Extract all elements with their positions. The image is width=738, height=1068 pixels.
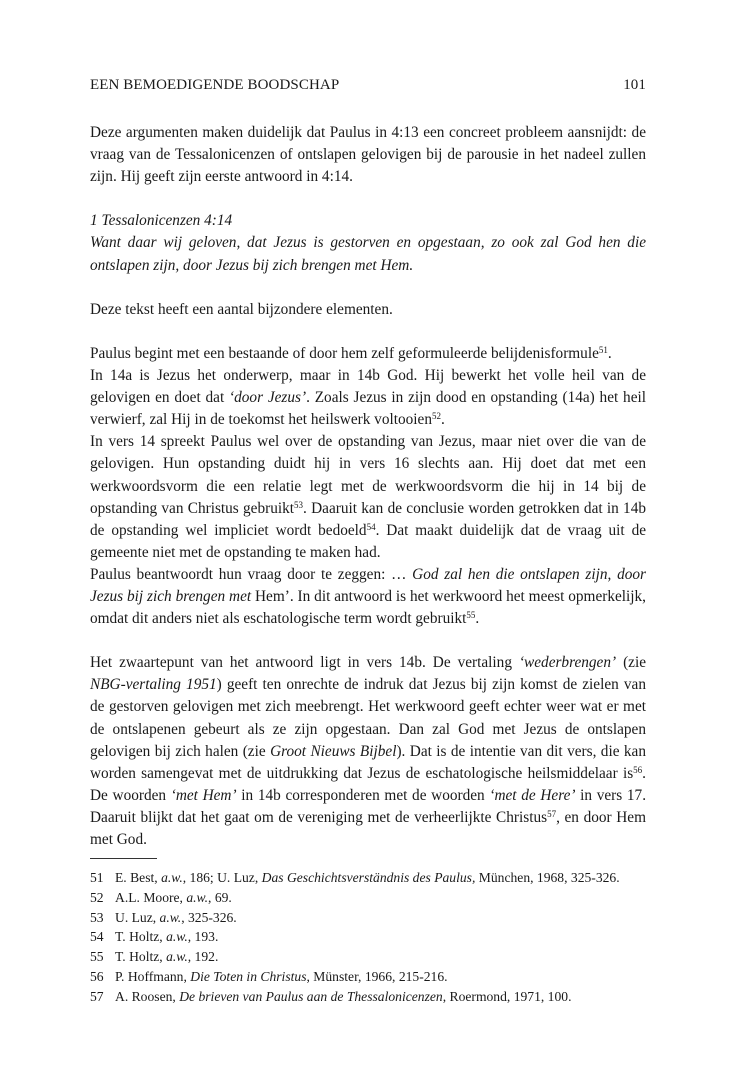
- footnote-divider: [90, 858, 157, 859]
- paragraph-14a-14b: In 14a is Jezus het onderwerp, maar in 14b God. Hij bewerkt het volle heil van de gelovigen en doet dat ‘door Jezus’. Zoals Jezus in zijn dood en opstanding (14a) het heil verwierf, zal Hij in de toekomst het heilswerk voltooien$^{52}$.: [90, 367, 646, 429]
- footnote-ref-56[interactable]: 56: [633, 764, 643, 775]
- footnote-54: 54 T. Holtz, a.w., 193.: [90, 929, 219, 945]
- footnote-57: 57 A. Roosen, De brieven van Paulus aan de Thessalonicenzen, Roermond, 1971, 100.: [90, 988, 572, 1004]
- footnote-ref-57[interactable]: 57: [547, 808, 557, 819]
- footnote-56: 56 P. Hoffmann, Die Toten in Christus, Münster, 1966, 215-216.: [90, 968, 448, 984]
- elements-line: Deze tekst heeft een aantal bijzondere elementen.: [90, 300, 393, 318]
- footnote-ref-55[interactable]: 55: [466, 610, 476, 621]
- footnote-ref-54[interactable]: 54: [366, 521, 376, 532]
- footnote-51: 51 E. Best, a.w., 186; U. Luz, Das Geschichtsverständnis des Paulus, München, 1968, 325-326.: [90, 870, 620, 885]
- footnote-ref-52[interactable]: 52: [431, 411, 441, 422]
- quote-reference: [90, 210, 646, 232]
- running-head: [90, 77, 646, 94]
- paragraph-zwaartepunt: Het zwaartepunt van het antwoord ligt in vers 14b. De vertaling ‘wederbrengen’ (zie NBG-vertaling 1951) geeft ten onrechte de indruk dat Jezus bij zijn komst de zielen van de gestorven gelovigen met zich meebrengt. Het werkwoord geeft echter weer wat er met de ontslapenen gebeurt als ze zijn opgestaan. Dan zal God met Jezus de ontslapen gelovigen bij zich halen (zie Groot Nieuws Bijbel). Dat is de intentie van dit vers, die kan worden samengevat met de uitdrukking dat Jezus de eschatologische heilsmiddelaar $is^{56}$. De woorden ‘met Hem’ in 14b corresponderen met de woorden ‘met de Here’ in vers 17. Daaruit blijkt dat het gaat om de vereniging met de verheerlijkte Christus$^{57}$, en door Hem met God.: [90, 654, 647, 848]
- intro-paragraph: Deze argumenten maken duidelijk dat Paulus in 4:13 een concreet probleem aansnijdt: de vraag van de Tessalonicenzen of ontslapen gelovigen bij de parousie in het nadeel zullen zijn. Hij geeft zijn eerste antwoord in 4:14.: [90, 124, 646, 186]
- footnote-ref-51[interactable]: 51: [598, 344, 608, 355]
- footnote-55: 55 T. Holtz, a.w., 192.: [90, 949, 219, 965]
- quote-text: [90, 232, 646, 276]
- paragraph-vers-14: In vers 14 spreekt Paulus wel over de opstanding van Jezus, maar niet over die van de gelovigen. Hun opstanding duidt hij in vers 16 slechts aan. Hij doet dat met een werkwoordsvorm die een relatie legt met de werkwoordsvorm die hij in 14 bij de opstanding van Christus gebruikt$^{53}$. Daaruit kan de conclusie worden getrokken dat in 14b de opstanding wel impliciet wordt bedoeld$^{54}$. Dat maakt duidelijk dat de vraag uit de gemeente niet met de opstanding te maken had.: [90, 433, 647, 561]
- running-head-title: EEN BEMOEDIGENDE BOODSCHAP: [90, 77, 340, 93]
- footnote-52: 52 A.L. Moore, a.w., 69.: [90, 889, 232, 905]
- page-number: 101: [623, 77, 646, 93]
- footnote-ref-53[interactable]: 53: [294, 499, 304, 510]
- body-text: [90, 122, 646, 851]
- quote-text-italic: Want daar wij geloven, dat Jezus is gestorven en opgestaan, zo ook zal God hen die ontslapen zijn, door Jezus bij zich brengen met Hem.: [90, 234, 646, 274]
- quote-reference-text: 1 Tessalonicenzen 4:14: [90, 212, 233, 230]
- paragraph-answer: Paulus beantwoordt hun vraag door te zeggen: … God zal hen die ontslapen zijn, door Jezus bij zich brengen met Hem’. In dit antwoord is het werkwoord het meest opmerkelijk, omdat dit anders niet als eschatologische term wordt gebruikt$^{55}$.: [90, 565, 646, 628]
- footnote-53: 53 U. Luz, a.w., 325-326.: [90, 909, 237, 925]
- footnotes: [90, 868, 646, 1007]
- paragraph-confession: Paulus begint met een bestaande of door hem zelf geformuleerde belijdenisformule$^{51}$.: [90, 344, 612, 362]
